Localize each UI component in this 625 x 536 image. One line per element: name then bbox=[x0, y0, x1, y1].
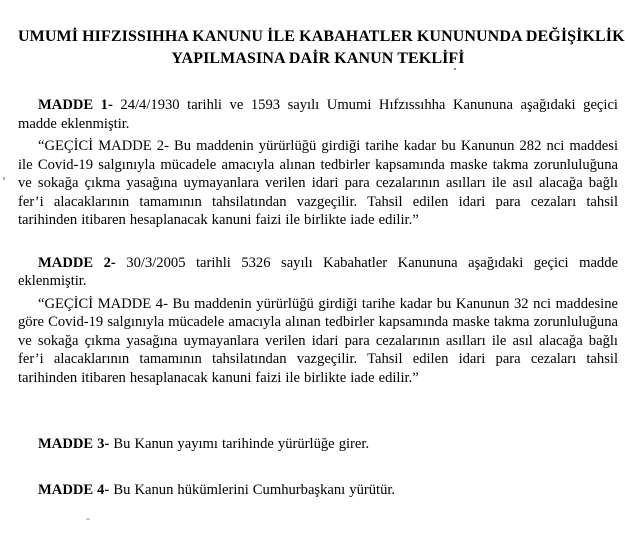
madde-1-text: 24/4/1930 tarihli ve 1593 sayılı Umumi Hıfzıssıhha Kanununa aşağıdaki geçici madde eklenmiştir. bbox=[18, 97, 618, 132]
document-title bbox=[18, 26, 625, 70]
madde-1-label: MADDE 1- bbox=[38, 97, 113, 113]
madde-2-text: 30/3/2005 tarihli 5326 sayılı Kabahatler Kanununa aşağıdaki geçici madde eklenmiştir. bbox=[18, 254, 618, 289]
paragraph-madde-3 bbox=[18, 435, 618, 454]
scan-artifact-dot bbox=[3, 177, 5, 180]
scan-artifact-dot bbox=[454, 68, 456, 70]
document-title-line-1: UMUMİ HIFZISSIHHA KANUNU İLE KABAHATLER KUNUNUNDA DEĞİŞİKLİK bbox=[18, 28, 625, 45]
madde-4-text: Bu Kanun hükümlerini Cumhurbaşkanı yürütür. bbox=[109, 481, 396, 498]
paragraph-madde-2 bbox=[18, 254, 618, 291]
madde-4-label: MADDE 4- bbox=[38, 481, 110, 498]
madde-3-label: MADDE 3- bbox=[38, 436, 110, 452]
madde-3-text: Bu Kanun yayımı tarihinde yürürlüğe girer. bbox=[109, 436, 370, 452]
paragraph-gecici-madde-4 bbox=[18, 295, 618, 388]
paragraph-madde-1 bbox=[18, 96, 618, 133]
document-title-line-2: YAPILMASINA DAİR KANUN TEKLİFİ bbox=[171, 50, 465, 67]
paragraph-madde-4 bbox=[18, 481, 618, 500]
gecici-madde-4-text: “GEÇİCİ MADDE 4- Bu maddenin yürürlüğü girdiği tarihe kadar bu Kanunun 32 nci maddesine göre Covid-19 salgınıyla mücadele amacıyla alınan tedbirler kapsamında maske takma zorunluluğuna ve sokağa çıkma yasağına uymayanlara verilen idari para cezalarının asılları ile asıl alacağa bağlı fer’i alacaklarının tamamının tahsilatından vazgeçilir. Tahsil edilen idari para cezaları tahsil tarihinden itibaren hesaplanacak kanuni faizi ile birlikte iade edilir.” bbox=[18, 295, 618, 386]
madde-2-label: MADDE 2- bbox=[38, 254, 116, 271]
gecici-madde-2-text: “GEÇİCİ MADDE 2- Bu maddenin yürürlüğü girdiği tarihe kadar bu Kanunun 282 nci maddesi ile Covid-19 salgınıyla mücadele amacıyla alınan tedbirler kapsamında maske takma zorunluluğuna ve sokağa çıkma yasağına uymayanlara verilen idari para cezalarının asılları ile asıl alacağa bağlı fer’i alacaklarının tamamının tahsilatından vazgeçilir. Tahsil edilen idari para cezaları tahsil tarihinden itibaren hesaplanacak kanuni faizi ile birlikte iade edilir.” bbox=[18, 138, 618, 228]
scan-artifact-dot bbox=[86, 518, 90, 520]
paragraph-gecici-madde-2 bbox=[18, 137, 618, 230]
